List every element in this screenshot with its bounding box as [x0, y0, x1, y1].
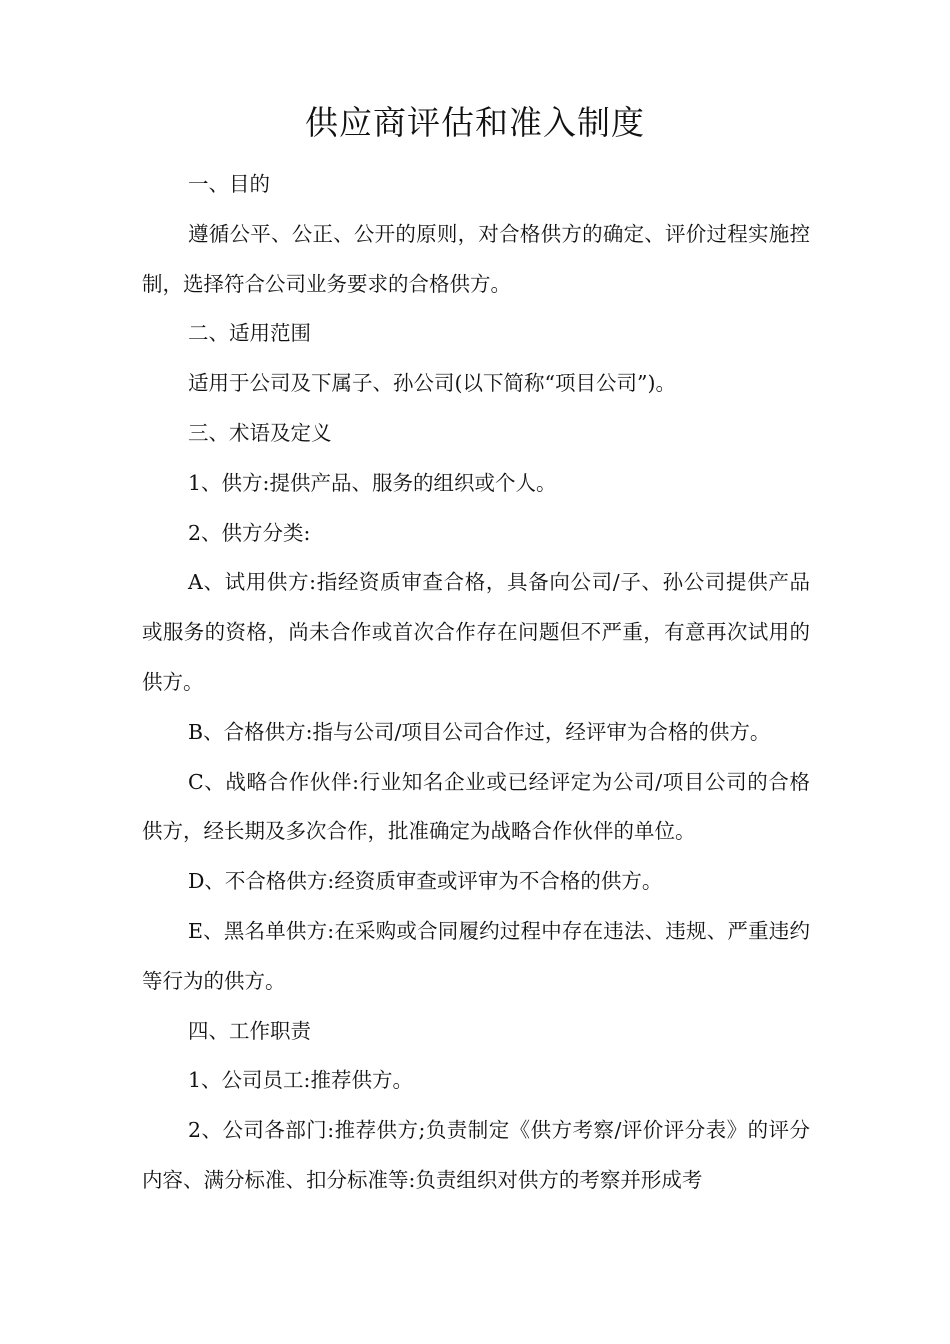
section-heading-scope: 二、适用范围 — [188, 321, 311, 346]
paragraph-blacklist-supplier: E、黑名单供方:在采购或合同履约过程中存在违法、违规、严重违约等行为的供方。 — [142, 918, 810, 993]
document-body — [142, 160, 810, 1206]
paragraph-strategic-partner: C、战略合作伙伴:行业知名企业或已经评定为公司/项目公司的合格供方，经长期及多次合作，批准确定为战略合作伙伴的单位。 — [142, 769, 810, 844]
paragraph-trial-supplier: A、试用供方:指经资质审查合格，具备向公司/子、孙公司提供产品或服务的资格，尚未合作或首次合作存在问题但不严重，有意再次试用的供方。 — [142, 570, 810, 694]
paragraph-purpose: 遵循公平、公正、公开的原则，对合格供方的确定、评价过程实施控制，选择符合公司业务要求的合格供方。 — [142, 221, 810, 296]
paragraph-employee-duty: 1、公司员工:推荐供方。 — [188, 1068, 413, 1093]
section-heading-purpose: 一、目的 — [188, 172, 270, 196]
paragraph-scope: 适用于公司及下属子、孙公司(以下简称“项目公司”)。 — [188, 371, 676, 396]
paragraph-department-duty: 2、公司各部门:推荐供方;负责制定《供方考察/评价评分表》的评分内容、满分标准、扣分标准等:负责组织对供方的考察并形成考 — [142, 1118, 810, 1192]
paragraph-unqualified-supplier: D、不合格供方:经资质审查或评审为不合格的供方。 — [188, 869, 663, 894]
document-title: 供应商评估和准入制度 — [305, 103, 645, 142]
paragraph-term-classification: 2、供方分类: — [188, 520, 311, 545]
section-heading-terms: 三、术语及定义 — [188, 420, 332, 445]
paragraph-term-supplier: 1、供方:提供产品、服务的组织或个人。 — [188, 470, 557, 495]
section-heading-responsibilities: 四、工作职责 — [188, 1018, 311, 1043]
paragraph-qualified-supplier: B、合格供方:指与公司/项目公司合作过，经评审为合格的供方。 — [188, 719, 771, 744]
